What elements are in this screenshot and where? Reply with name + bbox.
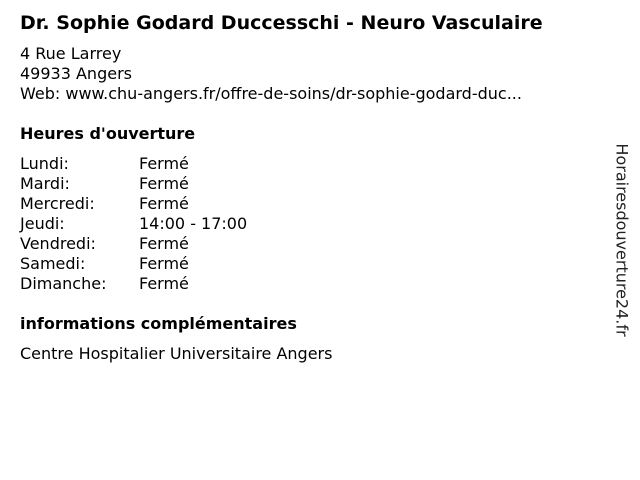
day-label: Lundi: [20,154,69,173]
day-label: Mardi: [20,174,70,193]
hours-row-thursday [20,214,247,234]
day-hours: Fermé [139,194,189,213]
additional-info-text: Centre Hospitalier Universitaire Angers [20,344,333,363]
day-label: Samedi: [20,254,86,273]
website-link[interactable]: Web: www.chu-angers.fr/offre-de-soins/dr-sophie-godard-duc... [20,84,522,103]
hours-row-wednesday [20,194,247,214]
day-hours: 14:00 - 17:00 [139,214,248,233]
day-label: Dimanche: [20,274,107,293]
day-label: Jeudi: [20,214,65,233]
day-hours: Fermé [139,274,189,293]
opening-hours-heading: Heures d'ouverture [20,124,196,143]
city-postcode: 49933 Angers [20,64,132,83]
day-hours: Fermé [139,234,189,253]
hours-row-sunday [20,274,247,294]
hours-row-friday [20,234,247,254]
day-hours: Fermé [139,174,189,193]
hours-row-saturday [20,254,247,274]
address-block [20,44,522,104]
opening-hours-list [20,154,247,294]
hours-row-monday [20,154,247,174]
page-title: Dr. Sophie Godard Duccesschi - Neuro Vasculaire [20,12,543,34]
day-hours: Fermé [139,254,189,273]
day-label: Vendredi: [20,234,96,253]
site-brand-vertical: Horairesdouverture24.fr [612,143,632,337]
day-label: Mercredi: [20,194,95,213]
street-address: 4 Rue Larrey [20,44,122,63]
hours-row-tuesday [20,174,247,194]
additional-info-heading: informations complémentaires [20,314,297,333]
day-hours: Fermé [139,154,189,173]
